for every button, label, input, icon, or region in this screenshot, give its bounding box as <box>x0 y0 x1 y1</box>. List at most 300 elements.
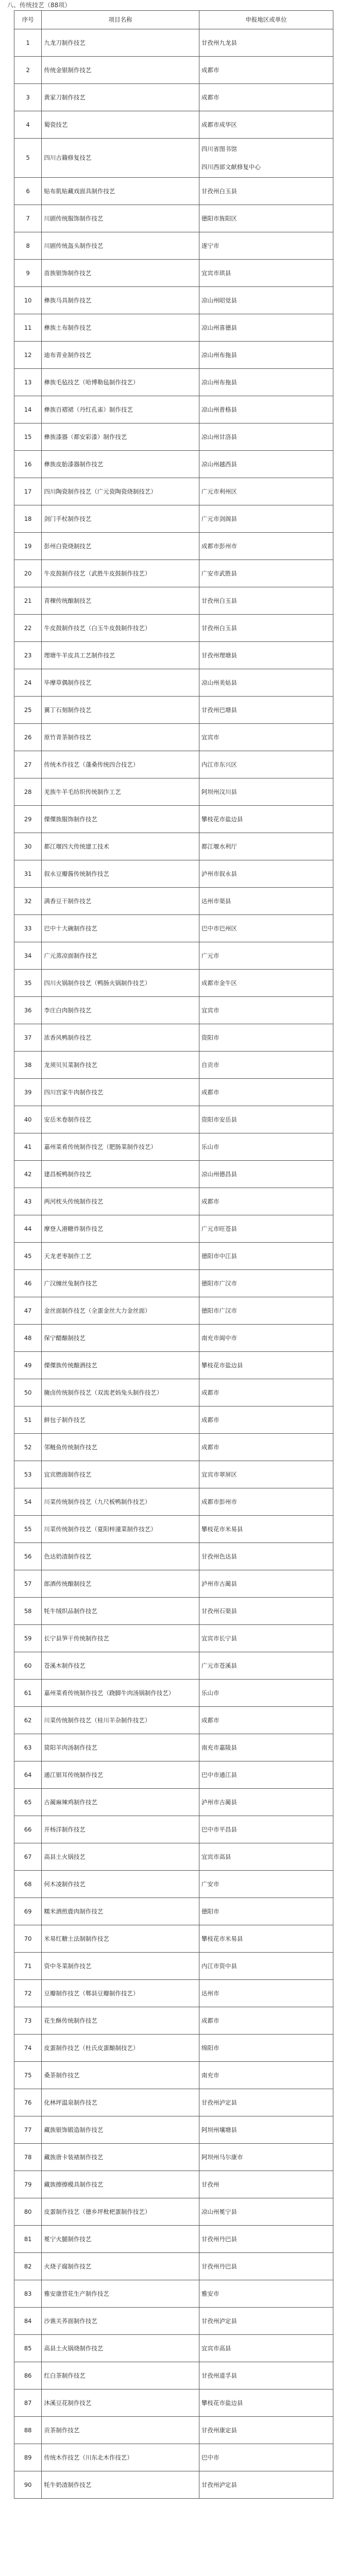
row-applicant-unit: 凉山州美姑县 <box>199 669 333 697</box>
row-project-name: 四川陶瓷制作技艺（广元瓷陶瓷烧制技艺） <box>42 478 199 505</box>
row-project-name: 李庄白肉制作技艺 <box>42 997 199 1024</box>
row-project-name: 资中冬菜制作技艺 <box>42 1953 199 1980</box>
table-row <box>14 915 333 942</box>
row-index: 14 <box>14 396 42 423</box>
table-row <box>14 615 333 642</box>
row-applicant-unit: 泸州市古蔺县 <box>199 1789 333 1816</box>
table-row <box>14 139 333 178</box>
row-index: 40 <box>14 1106 42 1133</box>
row-applicant-unit: 甘孜州理塘县 <box>199 642 333 669</box>
row-applicant-unit: 都江堰水利厅 <box>199 833 333 860</box>
row-project-name: 高县土火锅技艺 <box>42 1843 199 1871</box>
row-applicant-unit: 巴中市 <box>199 2444 333 2471</box>
table-row <box>14 2417 333 2444</box>
row-applicant-unit: 自贡市 <box>199 1052 333 1079</box>
row-applicant-unit: 阿坝州壤塘县 <box>199 2116 333 2144</box>
row-project-name: 川菜传统制作技艺（夏阳梓潼菜制作技艺） <box>42 1516 199 1543</box>
row-project-name: 糯米酒煎鹿肉制作技艺 <box>42 1898 199 1925</box>
table-row <box>14 1789 333 1816</box>
table-row <box>14 1598 333 1625</box>
row-applicant-unit: 广元市利州区 <box>199 478 333 505</box>
row-index: 44 <box>14 1215 42 1243</box>
row-applicant-unit: 广元市苍溪县 <box>199 1652 333 1680</box>
row-index: 53 <box>14 1461 42 1488</box>
row-applicant-unit: 成都市 <box>199 57 333 84</box>
row-project-name: 彝族漆器（都安彩漆）制作技艺 <box>42 423 199 451</box>
row-applicant-unit: 甘孜州巴塘县 <box>199 697 333 724</box>
row-index: 77 <box>14 2116 42 2144</box>
row-applicant-unit: 成都市彭州市 <box>199 533 333 560</box>
row-index: 89 <box>14 2444 42 2471</box>
table-row <box>14 2280 333 2308</box>
row-applicant-unit: 内江市东兴区 <box>199 751 333 778</box>
row-project-name: 红白茶制作技艺 <box>42 2362 199 2389</box>
row-applicant-unit: 巴中市巴州区 <box>199 915 333 942</box>
row-applicant-unit: 巴中市通江县 <box>199 1761 333 1789</box>
row-project-name: 四川宫家牛肉制作技艺 <box>42 1079 199 1106</box>
row-project-name: 高县土火锅烧制作技艺 <box>42 2335 199 2362</box>
table-row <box>14 1297 333 1325</box>
row-project-name: 嘉州菜肴传统制作技艺（肥肠菜制作技艺） <box>42 1133 199 1161</box>
row-index: 85 <box>14 2335 42 2362</box>
row-index: 22 <box>14 615 42 642</box>
row-index: 69 <box>14 1898 42 1925</box>
row-applicant-unit: 成都市金牛区 <box>199 970 333 997</box>
row-index: 1 <box>14 29 42 57</box>
row-project-name: 腌卤传统制作技艺（双流老妈兔头制作技艺） <box>42 1379 199 1406</box>
row-project-name: 牛皮鼓制作技艺（白玉牛皮鼓制作技艺） <box>42 615 199 642</box>
row-project-name: 川剧传统服饰制作技艺 <box>42 205 199 232</box>
row-project-name: 长宁县笋干传统制作技艺 <box>42 1625 199 1652</box>
row-project-name: 羌族牛羊毛纺织传统制作工艺 <box>42 778 199 806</box>
row-index: 56 <box>14 1543 42 1570</box>
table-row <box>14 1761 333 1789</box>
row-project-name: 青稞传统酿制技艺 <box>42 587 199 615</box>
row-project-name: 藏族擦擦模具制作技艺 <box>42 2171 199 2198</box>
row-index: 57 <box>14 1570 42 1598</box>
row-applicant-unit: 凉山州布拖县 <box>199 369 333 396</box>
table-row <box>14 1024 333 1052</box>
row-index: 13 <box>14 369 42 396</box>
table-row <box>14 232 333 260</box>
table-row <box>14 1816 333 1843</box>
table-row <box>14 1161 333 1188</box>
row-applicant-unit: 甘孜州石渠县 <box>199 1598 333 1625</box>
row-project-name: 贡茶制作技艺 <box>42 2417 199 2444</box>
row-project-name: 桑茶制作技艺 <box>42 2062 199 2089</box>
row-applicant-unit: 宜宾市 <box>199 724 333 751</box>
table-row <box>14 2116 333 2144</box>
table-row <box>14 2035 333 2062</box>
row-applicant-unit: 宜宾市珙县 <box>199 260 333 287</box>
row-applicant-unit: 广元市旺苍县 <box>199 1215 333 1243</box>
table-row <box>14 1734 333 1761</box>
row-index: 18 <box>14 505 42 533</box>
row-project-name: 蜀瓷技艺 <box>42 111 199 139</box>
row-applicant-unit: 甘孜州康定县 <box>199 2417 333 2444</box>
row-index: 28 <box>14 778 42 806</box>
row-project-name: 叙永豆瓣酱传统制作技艺 <box>42 860 199 888</box>
row-applicant-unit: 泸州市古蔺县 <box>199 1570 333 1598</box>
row-applicant-unit: 凉山州德昌县 <box>199 1161 333 1188</box>
row-project-name: 川菜传统制作技艺（桂川羊杂制作技艺） <box>42 1707 199 1734</box>
row-applicant-unit: 甘孜州丹巴县 <box>199 2226 333 2253</box>
row-applicant-unit: 宜宾市长宁县 <box>199 1625 333 1652</box>
row-applicant-unit: 巴中市平昌县 <box>199 1816 333 1843</box>
row-index: 52 <box>14 1434 42 1461</box>
row-project-name: 皮蛋制作技艺（杜氏皮蛋酿制技艺） <box>42 2035 199 2062</box>
row-applicant-unit: 成都市 <box>199 1707 333 1734</box>
row-index: 4 <box>14 111 42 139</box>
row-applicant-unit: 资阳市 <box>199 1024 333 1052</box>
row-index: 19 <box>14 533 42 560</box>
table-row <box>14 29 333 57</box>
row-index: 12 <box>14 342 42 369</box>
row-index: 59 <box>14 1625 42 1652</box>
row-project-name: 色达奶渣制作技艺 <box>42 1543 199 1570</box>
table-row <box>14 1270 333 1297</box>
table-row <box>14 697 333 724</box>
table-row <box>14 860 333 888</box>
row-applicant-unit: 乐山市 <box>199 1133 333 1161</box>
row-applicant-unit: 成都市 <box>199 1379 333 1406</box>
row-applicant-unit: 南充市嘉陵县 <box>199 1734 333 1761</box>
row-applicant-unit <box>199 139 333 178</box>
row-index: 20 <box>14 560 42 587</box>
row-project-name: 四川古籍修复技艺 <box>42 139 199 178</box>
table-row <box>14 642 333 669</box>
table-row <box>14 942 333 970</box>
row-applicant-unit: 攀枝花市米易县 <box>199 1516 333 1543</box>
row-index: 79 <box>14 2171 42 2198</box>
row-applicant-unit: 德阳市广汉市 <box>199 1270 333 1297</box>
table-row <box>14 888 333 915</box>
row-index: 65 <box>14 1789 42 1816</box>
table-row <box>14 1980 333 2007</box>
row-applicant-unit: 甘孜州 <box>199 2171 333 2198</box>
row-applicant-unit: 达州市渠县 <box>199 888 333 915</box>
row-index: 73 <box>14 2007 42 2035</box>
row-project-name: 彝族百褶裙（丹红孔雀）制作技艺 <box>42 396 199 423</box>
table-row <box>14 1652 333 1680</box>
row-index: 64 <box>14 1761 42 1789</box>
table-row <box>14 2471 333 2499</box>
row-applicant-unit: 凉山州昭觉县 <box>199 287 333 314</box>
row-applicant-unit: 凉山州甘洛县 <box>199 423 333 451</box>
row-index: 37 <box>14 1024 42 1052</box>
row-project-name: 鲜包子制作技艺 <box>42 1406 199 1434</box>
row-index: 32 <box>14 888 42 915</box>
row-index: 55 <box>14 1516 42 1543</box>
row-applicant-unit: 德阳市旌阳区 <box>199 205 333 232</box>
row-applicant-unit: 甘孜州九龙县 <box>199 29 333 57</box>
row-index: 80 <box>14 2198 42 2226</box>
header-index: 序号 <box>14 11 42 29</box>
table-row <box>14 1570 333 1598</box>
row-applicant-unit: 阿坝州马尔康市 <box>199 2144 333 2171</box>
row-applicant-unit: 内江市资中县 <box>199 1953 333 1980</box>
table-row <box>14 1488 333 1516</box>
table-row <box>14 1379 333 1406</box>
row-applicant-unit: 德阳市 <box>199 1898 333 1925</box>
table-row <box>14 560 333 587</box>
table-row <box>14 1079 333 1106</box>
row-index: 27 <box>14 751 42 778</box>
table-row <box>14 1406 333 1434</box>
row-project-name: 藏族银饰锻造制作技艺 <box>42 2116 199 2144</box>
table-row <box>14 1843 333 1871</box>
row-applicant-unit: 成都市 <box>199 1434 333 1461</box>
row-index: 25 <box>14 697 42 724</box>
row-applicant-unit: 成都市 <box>199 84 333 111</box>
row-project-name: 傈僳族服饰制作技艺 <box>42 806 199 833</box>
row-applicant-unit: 成都市成华区 <box>199 111 333 139</box>
row-index: 16 <box>14 451 42 478</box>
row-index: 88 <box>14 2417 42 2444</box>
table-row <box>14 751 333 778</box>
table-row <box>14 287 333 314</box>
row-project-name: 浓香风鸭制作技艺 <box>42 1024 199 1052</box>
row-project-name: 嘉州菜肴传统制作技艺（跷脚牛肉汤锅制作技艺） <box>42 1680 199 1707</box>
row-index: 35 <box>14 970 42 997</box>
table-row <box>14 2335 333 2362</box>
row-project-name: 古蔺麻辣鸡制作技艺 <box>42 1789 199 1816</box>
row-project-name: 豆瓣制作技艺（郫县豆瓣制作技艺） <box>42 1980 199 2007</box>
row-applicant-unit: 凉山州冕宁县 <box>199 2198 333 2226</box>
row-index: 3 <box>14 84 42 111</box>
row-applicant-unit: 攀枝花市米易县 <box>199 1925 333 1953</box>
table-row <box>14 478 333 505</box>
row-index: 43 <box>14 1188 42 1215</box>
row-applicant-unit: 甘孜州丹巴县 <box>199 2253 333 2280</box>
row-index: 34 <box>14 942 42 970</box>
row-index: 48 <box>14 1325 42 1352</box>
row-index: 54 <box>14 1488 42 1516</box>
row-index: 71 <box>14 1953 42 1980</box>
row-project-name: 传统木作技艺（川东北木作技艺） <box>42 2444 199 2471</box>
row-index: 87 <box>14 2389 42 2417</box>
row-index: 62 <box>14 1707 42 1734</box>
table-row <box>14 1925 333 1953</box>
row-project-name: 宜宾燃面制作技艺 <box>42 1461 199 1488</box>
row-project-name: 金丝面制作技艺（全蛋金丝大力金丝面） <box>42 1297 199 1325</box>
row-project-name: 两河枕头传统制作技艺 <box>42 1188 199 1215</box>
table-row <box>14 587 333 615</box>
table-row <box>14 970 333 997</box>
table-row <box>14 1188 333 1215</box>
row-index: 61 <box>14 1680 42 1707</box>
row-index: 5 <box>14 139 42 178</box>
row-index: 39 <box>14 1079 42 1106</box>
table-row <box>14 1325 333 1352</box>
row-index: 31 <box>14 860 42 888</box>
row-index: 58 <box>14 1598 42 1625</box>
row-index: 51 <box>14 1406 42 1434</box>
table-row <box>14 314 333 342</box>
header-name: 项目名称 <box>42 11 199 29</box>
row-project-name: 火烧子腐制作技艺 <box>42 2253 199 2280</box>
row-applicant-unit: 凉山州越西县 <box>199 451 333 478</box>
table-row <box>14 111 333 139</box>
row-project-name: 龙须贝贝菜制作技艺 <box>42 1052 199 1079</box>
table-row <box>14 1707 333 1734</box>
row-project-name: 广元蒸凉面制作技艺 <box>42 942 199 970</box>
table-row <box>14 1516 333 1543</box>
row-project-name: 化林坪温泉制作技艺 <box>42 2089 199 2116</box>
row-applicant-unit: 宜宾市 <box>199 997 333 1024</box>
row-project-name: 理塘牛羊皮具工艺制作技艺 <box>42 642 199 669</box>
row-index: 50 <box>14 1379 42 1406</box>
row-applicant-unit: 阿坝州汶川县 <box>199 778 333 806</box>
row-index: 81 <box>14 2226 42 2253</box>
row-index: 23 <box>14 642 42 669</box>
row-applicant-unit: 南充市阆中市 <box>199 1325 333 1352</box>
row-project-name: 彝族土布制作技艺 <box>42 314 199 342</box>
row-index: 24 <box>14 669 42 697</box>
table-row <box>14 1625 333 1652</box>
row-applicant-unit: 雅安市 <box>199 2280 333 2308</box>
row-applicant-unit: 凉山州普格县 <box>199 396 333 423</box>
row-project-name: 彝族毛毡技艺（哈博勒毡制作技艺） <box>42 369 199 396</box>
row-applicant-unit: 甘孜州泸定县 <box>199 2089 333 2116</box>
row-applicant-unit: 宜宾市翠屏区 <box>199 1461 333 1488</box>
row-applicant-unit: 广安市 <box>199 1871 333 1898</box>
table-row <box>14 369 333 396</box>
table-row <box>14 342 333 369</box>
row-index: 30 <box>14 833 42 860</box>
row-project-name: 简阳羊肉汤制作技艺 <box>42 1734 199 1761</box>
table-row <box>14 423 333 451</box>
row-index: 38 <box>14 1052 42 1079</box>
table-row <box>14 396 333 423</box>
table-row <box>14 1052 333 1079</box>
table-row <box>14 2007 333 2035</box>
row-project-name: 雅安康营花生产制作技艺 <box>42 2280 199 2308</box>
row-applicant-unit: 成都市彭州市 <box>199 1488 333 1516</box>
row-applicant-unit: 攀枝花市盐边县 <box>199 1352 333 1379</box>
row-index: 63 <box>14 1734 42 1761</box>
row-applicant-unit: 成都市 <box>199 1079 333 1106</box>
table-row <box>14 1434 333 1461</box>
row-index: 83 <box>14 2280 42 2308</box>
row-project-name: 郎酒传统酿制技艺 <box>42 1570 199 1598</box>
row-index: 9 <box>14 260 42 287</box>
table-header-row <box>14 11 333 29</box>
table-row <box>14 2198 333 2226</box>
row-index: 84 <box>14 2308 42 2335</box>
row-index: 66 <box>14 1816 42 1843</box>
row-project-name: 都江堰四大传统建工技术 <box>42 833 199 860</box>
row-index: 6 <box>14 178 42 205</box>
table-row <box>14 724 333 751</box>
row-index: 70 <box>14 1925 42 1953</box>
table-row <box>14 1871 333 1898</box>
row-project-name: 贴布肌贴藏戏面具制作技艺 <box>42 178 199 205</box>
row-project-name: 四川火锅制作技艺（鸭肠火锅制作技艺） <box>42 970 199 997</box>
row-index: 78 <box>14 2144 42 2171</box>
row-applicant-unit: 凉山州喜德县 <box>199 314 333 342</box>
row-project-name: 牦牛绒织品制作技艺 <box>42 1598 199 1625</box>
row-applicant-unit: 攀枝花市盐边县 <box>199 806 333 833</box>
table-row <box>14 2362 333 2389</box>
table-row <box>14 2171 333 2198</box>
row-index: 15 <box>14 423 42 451</box>
row-applicant-unit: 甘孜州道孚县 <box>199 2362 333 2389</box>
row-applicant-unit: 成都市 <box>199 2007 333 2035</box>
row-index: 36 <box>14 997 42 1024</box>
row-index: 75 <box>14 2062 42 2089</box>
table-row <box>14 57 333 84</box>
row-project-name: 迪布青业制作技艺 <box>42 342 199 369</box>
row-index: 82 <box>14 2253 42 2280</box>
row-applicant-unit: 甘孜州泸定县 <box>199 2308 333 2335</box>
row-project-name: 米易红糖土法制制作技艺 <box>42 1925 199 1953</box>
row-project-name: 原竹青茶制作技艺 <box>42 724 199 751</box>
row-index: 47 <box>14 1297 42 1325</box>
table-row <box>14 1461 333 1488</box>
table-row <box>14 997 333 1024</box>
row-applicant-unit: 德阳市广汉市 <box>199 1297 333 1325</box>
row-applicant-unit: 甘孜州白玉县 <box>199 178 333 205</box>
table-row <box>14 533 333 560</box>
table-row <box>14 2089 333 2116</box>
row-project-name: 彭州白瓷烧制技艺 <box>42 533 199 560</box>
row-project-name: 安岳米卷制作技艺 <box>42 1106 199 1133</box>
table-row <box>14 1898 333 1925</box>
row-applicant-unit-line: 四川省图书馆 <box>201 145 237 152</box>
row-applicant-unit: 凉山州布拖县 <box>199 342 333 369</box>
row-index: 21 <box>14 587 42 615</box>
page-heading: 八、传统技艺（88项） <box>7 2 71 9</box>
row-project-name: 剑门手杖制作技艺 <box>42 505 199 533</box>
table-row <box>14 806 333 833</box>
row-applicant-unit: 成都市 <box>199 1406 333 1434</box>
row-index: 33 <box>14 915 42 942</box>
table-row <box>14 2444 333 2471</box>
row-applicant-unit: 南充市 <box>199 2062 333 2089</box>
table-row <box>14 778 333 806</box>
row-project-name: 何木凌制作技艺 <box>42 1871 199 1898</box>
row-index: 42 <box>14 1161 42 1188</box>
table-row <box>14 260 333 287</box>
table-row <box>14 451 333 478</box>
row-index: 11 <box>14 314 42 342</box>
row-applicant-unit-line: 四川西部文献修复中心 <box>201 163 261 171</box>
table-row <box>14 178 333 205</box>
row-applicant-unit: 乐山市 <box>199 1680 333 1707</box>
table-row <box>14 1243 333 1270</box>
row-index: 86 <box>14 2362 42 2389</box>
row-index: 26 <box>14 724 42 751</box>
row-project-name: 传统木作技艺（蓬桑传统四合技艺） <box>42 751 199 778</box>
row-index: 49 <box>14 1352 42 1379</box>
row-index: 2 <box>14 57 42 84</box>
table-row <box>14 1215 333 1243</box>
row-applicant-unit: 绵阳市 <box>199 2035 333 2062</box>
row-project-name: 冕宁火腿制作技艺 <box>42 2226 199 2253</box>
row-project-name: 皮蛋制作技艺（德乡坪枇杷蛋制作技艺） <box>42 2198 199 2226</box>
table-row <box>14 1953 333 1980</box>
row-project-name: 翼丁石刻制作技艺 <box>42 697 199 724</box>
table-row <box>14 1352 333 1379</box>
row-applicant-unit: 甘孜州泸定县 <box>199 2471 333 2499</box>
row-index: 90 <box>14 2471 42 2499</box>
table-row <box>14 205 333 232</box>
table-row <box>14 1680 333 1707</box>
row-project-name: 保宁醋酿制技艺 <box>42 1325 199 1352</box>
row-project-name: 傈僳族传统酿酒技艺 <box>42 1352 199 1379</box>
table-row <box>14 2389 333 2417</box>
